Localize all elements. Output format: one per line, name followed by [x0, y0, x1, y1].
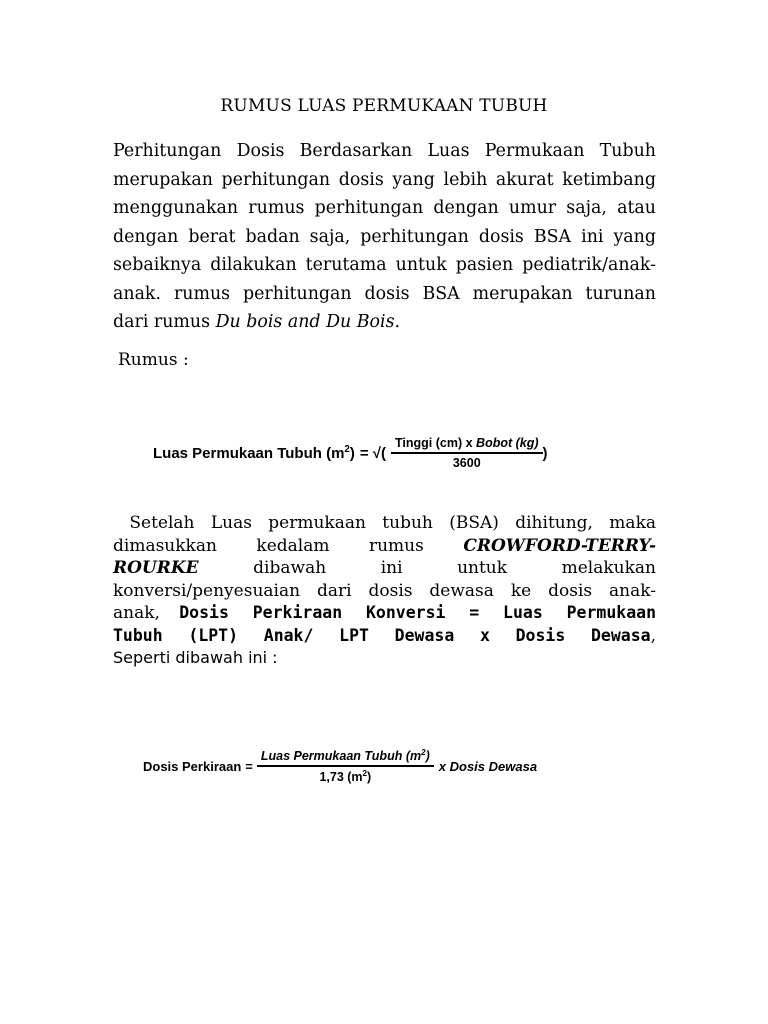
dose-denominator-sup: 2	[362, 768, 368, 778]
intro-last-suffix: .	[394, 312, 401, 332]
crawford-name-part2: ROURKE	[113, 558, 199, 578]
intro-line: sebaiknya dilakukan terutama untuk pasien pediatrik/anak-	[113, 255, 656, 275]
para2-line	[113, 535, 656, 558]
intro-citation: Du bois and Du Bois	[215, 312, 395, 332]
crawford-name-part1: CROWFORD-TERRY-	[463, 535, 656, 556]
crawford-paragraph	[113, 512, 656, 670]
para2-line6-suffix: ,	[650, 625, 656, 646]
bsa-close-paren: )	[542, 444, 548, 462]
dose-numerator-text: Luas Permukaan Tubuh (m	[260, 749, 422, 764]
intro-line: Perhitungan Dosis Berdasarkan Luas Permukaan Tubuh	[113, 141, 656, 161]
bsa-lhs-close: )	[349, 445, 355, 462]
rumus-label: Rumus :	[118, 350, 189, 370]
dose-equals: =	[245, 758, 253, 774]
dose-numerator	[257, 748, 434, 763]
para2-line2-prefix: dimasukkan kedalam rumus	[113, 535, 464, 556]
bsa-formula-lhs	[153, 444, 355, 462]
para2-line3-rest: dibawah ini untuk melakukan	[198, 558, 656, 578]
bsa-lhs-sup: 2	[344, 444, 350, 455]
intro-line-last	[113, 308, 656, 337]
intro-line: menggunakan rumus perhitungan dengan umur saja, atau	[113, 198, 656, 218]
dose-numerator-close: )	[425, 749, 430, 764]
dose-fraction	[257, 748, 434, 784]
conversion-formula-text-1: Dosis Perkiraan Konversi = Luas Permukaan	[179, 603, 657, 622]
para2-line5-prefix: anak,	[113, 603, 180, 623]
intro-line: anak. rumus perhitungan dosis BSA merupakan turunan	[113, 283, 656, 304]
para2-line	[113, 557, 656, 580]
dose-denominator-close: )	[367, 769, 372, 784]
dose-formula	[143, 740, 623, 792]
bsa-numerator-weight: Bobot (kg)	[476, 436, 539, 451]
dose-numerator-sup: 2	[421, 748, 426, 758]
dose-formula-rhs: x Dosis Dewasa	[438, 758, 538, 774]
conversion-formula-text-2: Tubuh (LPT) Anak/ LPT Dewasa x Dosis Dewasa	[113, 625, 651, 645]
dose-denominator	[315, 769, 375, 784]
intro-last-prefix: dari rumus	[113, 312, 216, 332]
intro-line: dengan berat badan saja, perhitungan dosis BSA ini yang	[113, 226, 656, 247]
bsa-equals-sqrt: = √(	[359, 444, 387, 462]
para2-line	[113, 602, 656, 625]
bsa-fraction-bar	[391, 452, 543, 454]
bsa-formula	[153, 427, 623, 479]
para2-line-last: Seperti dibawah ini :	[113, 648, 278, 667]
bsa-lhs-text: Luas Permukaan Tubuh (m	[153, 445, 345, 462]
page-title: RUMUS LUAS PERMUKAAN TUBUH	[220, 96, 548, 116]
para2-line1: Setelah Luas permukaan tubuh (BSA) dihitung, maka	[129, 513, 657, 533]
bsa-numerator	[391, 436, 543, 450]
intro-line: merupakan perhitungan dosis yang lebih akurat ketimbang	[113, 169, 656, 190]
dose-denominator-text: 1,73 (m	[319, 769, 363, 784]
bsa-numerator-height: Tinggi (cm) x	[395, 436, 477, 451]
para2-line	[113, 512, 656, 535]
intro-paragraph	[113, 137, 656, 337]
bsa-denominator: 3600	[452, 455, 481, 470]
bsa-fraction	[391, 436, 543, 470]
dose-fraction-bar	[257, 765, 434, 767]
para2-line: konversi/penyesuaian dari dosis dewasa ke dosis anak-	[113, 580, 656, 601]
dose-formula-lhs: Dosis Perkiraan	[143, 758, 242, 774]
para2-line	[113, 625, 656, 648]
